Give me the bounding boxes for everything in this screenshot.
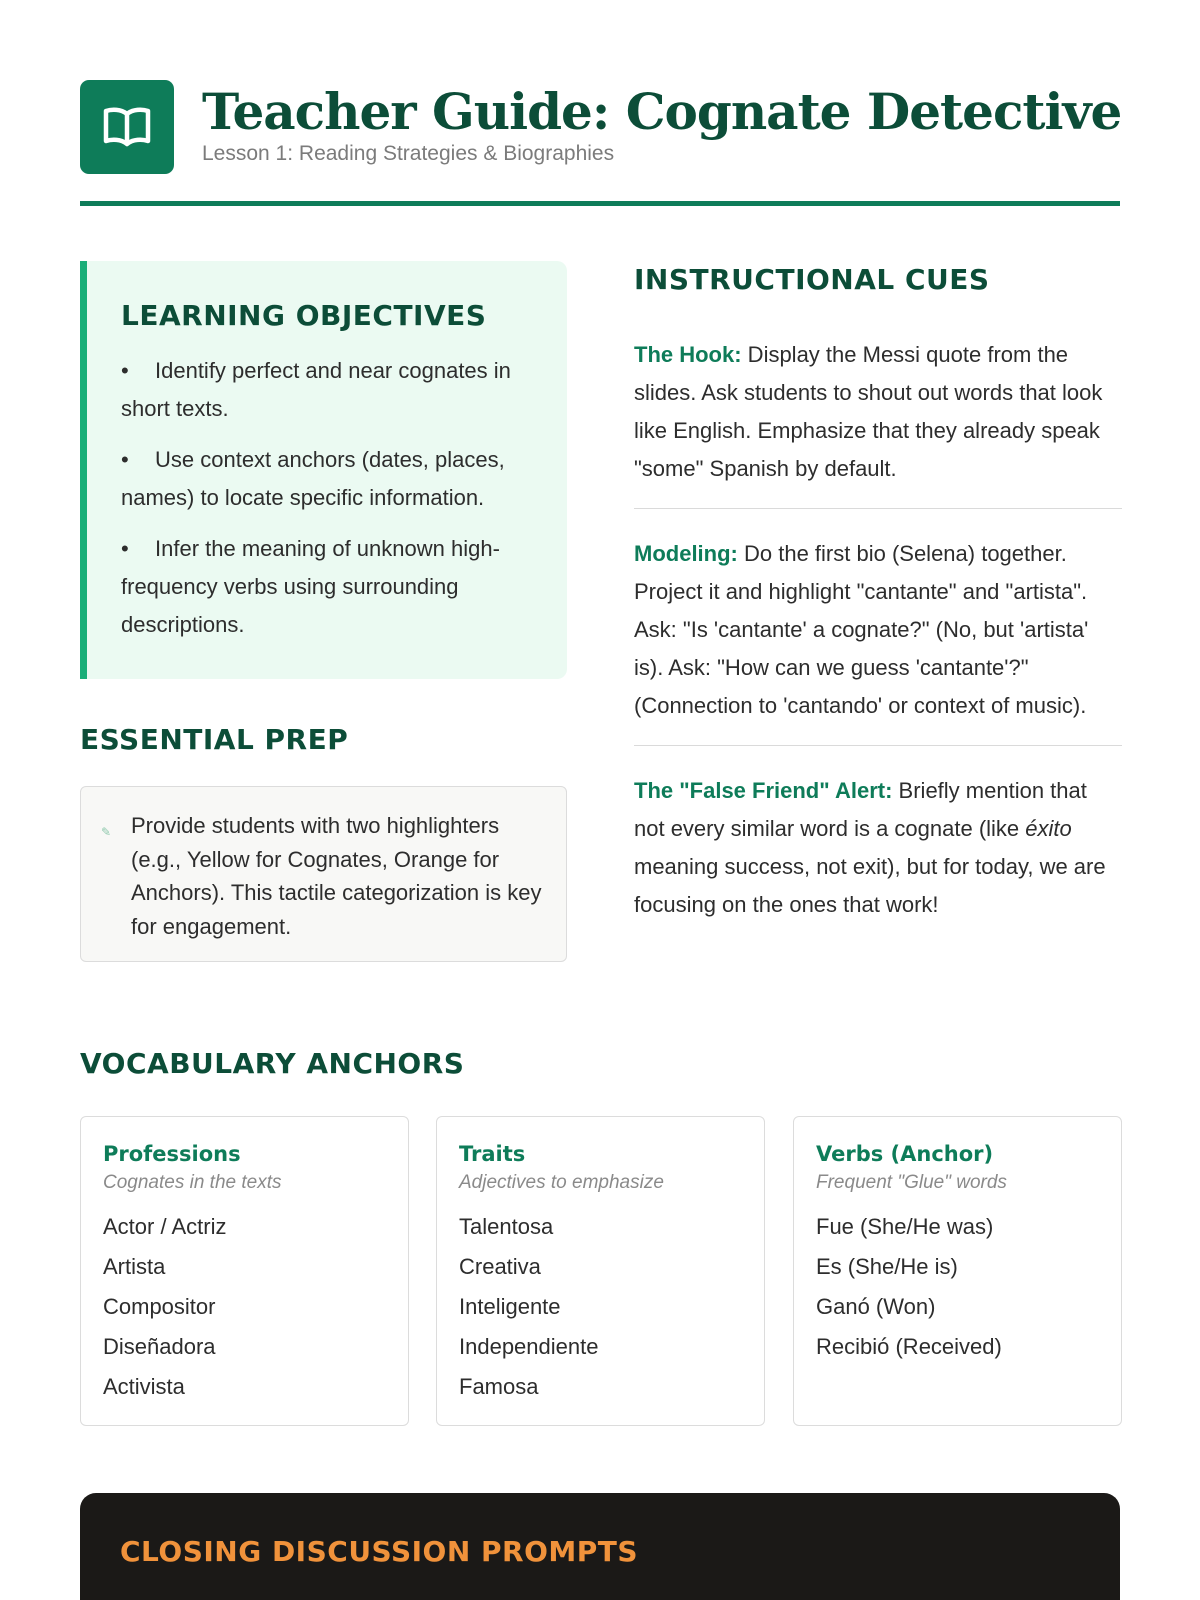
prep-card xyxy=(80,786,567,962)
vocab-word: Ganó (Won) xyxy=(816,1294,936,1319)
objective-item: • Use context anchors (dates, places, names) to locate specific information. xyxy=(121,441,533,517)
vocab-word: Activista xyxy=(103,1374,185,1399)
vocab-word: Fue (She/He was) xyxy=(816,1214,994,1239)
bullet-icon: • xyxy=(121,358,129,383)
open-book-icon xyxy=(102,105,152,149)
vocab-word: Diseñadora xyxy=(103,1334,216,1359)
cue-label: Modeling: xyxy=(634,541,738,566)
instructional-cues xyxy=(634,263,1122,924)
bullet-icon: • xyxy=(121,536,129,561)
page-title: Teacher Guide: Cognate Detective xyxy=(202,82,1122,141)
vocab-note: Frequent "Glue" words xyxy=(816,1172,1007,1193)
cue-label: The "False Friend" Alert: xyxy=(634,778,893,803)
objective-item: • Identify perfect and near cognates in short texts. xyxy=(121,352,533,428)
page-header xyxy=(80,80,1120,206)
cue-hook: The Hook: Display the Messi quote from the slides. Ask students to shout out words that look like English. Emphasize that they already speak "some" Spanish by default. xyxy=(634,342,1103,481)
vocab-category: Verbs (Anchor) xyxy=(816,1142,994,1166)
prep-heading: ESSENTIAL PREP xyxy=(80,723,349,756)
vocab-word: Independiente xyxy=(459,1334,599,1359)
vocab-word: Artista xyxy=(103,1254,166,1279)
objective-item: • Infer the meaning of unknown high-frequency verbs using surrounding descriptions. xyxy=(121,530,533,644)
vocab-word: Inteligente xyxy=(459,1294,561,1319)
cue-false-friend: The "False Friend" Alert: Briefly mention that not every similar word is a cognate (like éxito meaning success, not exit), but for today, we are focusing on the ones that work! xyxy=(634,778,1106,917)
divider xyxy=(634,745,1122,746)
closing-discussion-card xyxy=(80,1493,1120,1600)
closing-heading: CLOSING DISCUSSION PROMPTS xyxy=(120,1535,639,1568)
vocab-word: Es (She/He is) xyxy=(816,1254,958,1279)
vocab-category: Traits xyxy=(459,1142,526,1166)
vocab-heading: VOCABULARY ANCHORS xyxy=(80,1047,465,1080)
learning-objectives-card xyxy=(80,261,567,679)
objectives-heading: LEARNING OBJECTIVES xyxy=(121,299,487,332)
pencil-icon: ✎ xyxy=(101,825,112,839)
vocab-word: Compositor xyxy=(103,1294,216,1319)
vocab-word: Recibió (Received) xyxy=(816,1334,1002,1359)
vocab-note: Adjectives to emphasize xyxy=(459,1172,664,1193)
cue-modeling: Modeling: Do the first bio (Selena) together. Project it and highlight "cantante" and "artista". Ask: "Is 'cantante' a cognate?" (No, but 'artista' is). Ask: "How can we guess 'cantante'?" (Connection to 'cantando' or context of music). xyxy=(634,541,1089,718)
vocab-category: Professions xyxy=(103,1142,241,1166)
objectives-list xyxy=(121,352,533,644)
prep-text: Provide students with two highlighters (e.g., Yellow for Cognates, Orange for Anchors). This tactile categorization is key for engagement. xyxy=(131,813,542,939)
cue-label: The Hook: xyxy=(634,342,742,367)
bullet-icon: • xyxy=(121,447,129,472)
vocab-word: Talentosa xyxy=(459,1214,554,1239)
vocab-card-verbs xyxy=(793,1116,1122,1426)
vocab-word: Creativa xyxy=(459,1254,541,1279)
emphasis-word: éxito xyxy=(1025,816,1072,841)
cues-heading: INSTRUCTIONAL CUES xyxy=(634,263,990,296)
vocab-card-professions xyxy=(80,1116,409,1426)
divider xyxy=(634,508,1122,509)
vocab-word: Actor / Actriz xyxy=(103,1214,227,1239)
vocab-note: Cognates in the texts xyxy=(103,1172,282,1193)
logo xyxy=(80,80,174,174)
vocab-card-traits xyxy=(436,1116,765,1426)
page-subtitle: Lesson 1: Reading Strategies & Biographies xyxy=(202,142,615,165)
vocab-word: Famosa xyxy=(459,1374,539,1399)
